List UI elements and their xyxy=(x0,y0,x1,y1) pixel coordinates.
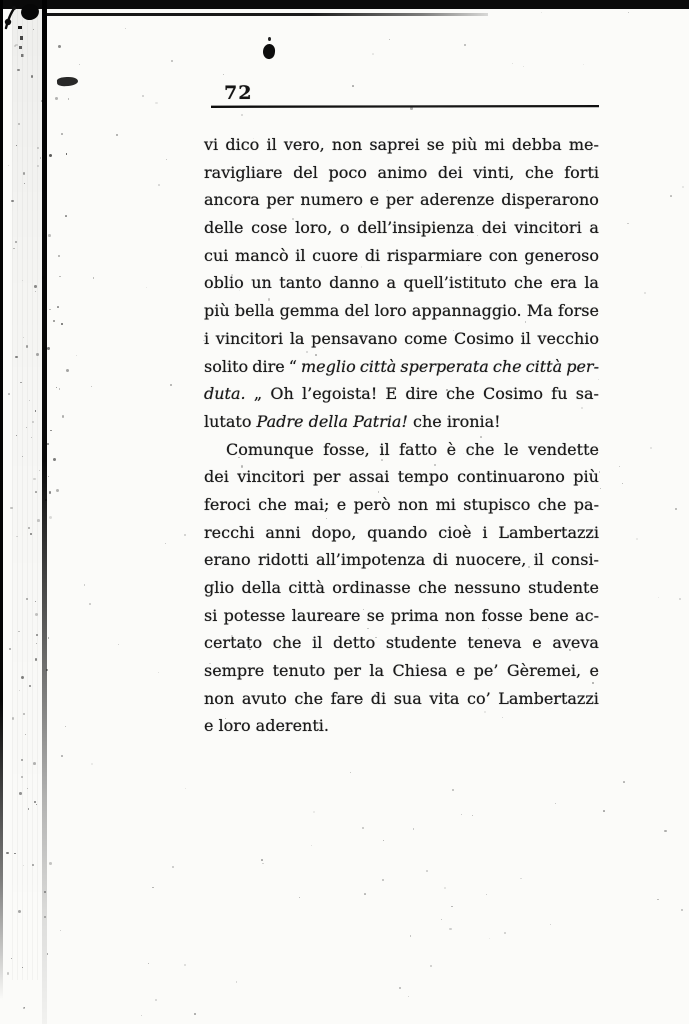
scan-corner-scribble xyxy=(0,0,60,60)
text-line: i vincitori la pensavano come Cosimo il vecchio xyxy=(204,328,599,348)
scan-top-edge xyxy=(0,0,689,9)
text-block xyxy=(204,131,599,740)
text-line: e loro aderenti. xyxy=(204,716,329,736)
text-line: lutato Padre della Patria! che ironia! xyxy=(204,411,501,431)
text-line: duta. „ Oh l’egoista! E dire che Cosimo fu sa- xyxy=(204,384,599,404)
text-line: recchi anni dopo, quando cioè i Lambertazzi xyxy=(204,522,599,542)
text-line: si potesse laureare se prima non fosse bene ac- xyxy=(204,605,599,625)
scan-gutter-line xyxy=(42,0,47,1024)
text-line: solito dire “ meglio città sperperata che città per- xyxy=(204,356,599,376)
scan-top-rule xyxy=(46,13,488,16)
scan-smudge xyxy=(57,76,79,86)
text-line: più bella gemma del loro appannaggio. Ma forse xyxy=(204,301,599,321)
ink-blot xyxy=(262,43,276,60)
text-line: cui mancò il cuore di risparmiare con generoso xyxy=(204,245,599,265)
ink-blot-tail xyxy=(268,37,271,41)
scan-gutter-shade xyxy=(12,0,42,980)
text-line: Comunque fosse, il fatto è che le vendette xyxy=(226,439,599,459)
text-line: certato che il detto studente teneva e aveva xyxy=(204,633,599,653)
text-line: feroci che mai; e però non mi stupisco che pa- xyxy=(204,494,599,514)
text-line: delle cose loro, o dell’insipienza dei vincitori a xyxy=(204,218,599,238)
text-line: sempre tenuto per la Chiesa e pe’ Gèremei, e xyxy=(204,661,599,681)
scan-left-edge xyxy=(0,0,3,1000)
text-line: ravigliare del poco animo dei vinti, che forti xyxy=(204,162,599,182)
text-line: erano ridotti all’impotenza di nuocere, il consi- xyxy=(204,550,599,570)
text-line: glio della città ordinasse che nessuno studente xyxy=(204,578,599,597)
text-line: non avuto che fare di sua vita co’ Lambertazzi xyxy=(204,688,599,708)
text-line: oblio un tanto danno a quell’istituto che era la xyxy=(204,273,599,293)
page-number: 72 xyxy=(224,82,253,104)
text-line: ancora per numero e per aderenze disperarono xyxy=(204,190,599,210)
text-line: dei vincitori per assai tempo continuarono più xyxy=(204,467,599,487)
text-line: vi dico il vero, non saprei se più mi debba me- xyxy=(204,135,599,154)
header-rule xyxy=(211,105,599,108)
